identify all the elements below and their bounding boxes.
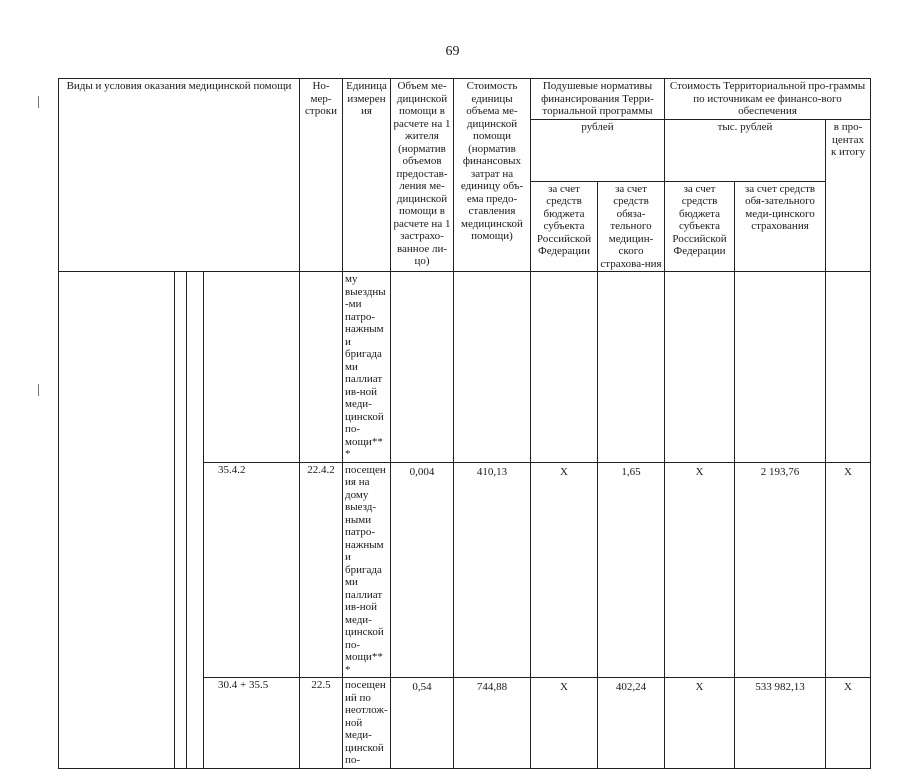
indent-cell [187,272,204,769]
header-thousand-rubles: тыс. рублей [665,120,826,182]
row-budget-per-capita [531,272,598,463]
row-percent: X [826,678,871,769]
row-unit-cost: 410,13 [454,462,531,678]
row-line-number: 22.5 [300,678,343,769]
row-oms-total: 2 193,76 [735,462,826,678]
header-oms-total: за счет средств обя-зательного меди-цинского страхования [735,181,826,272]
row-budget-per-capita: X [531,678,598,769]
header-budget-total: за счет средств бюджета субъекта Российской Федерации [665,181,735,272]
row-volume: 0,004 [391,462,454,678]
row-unit: посещений по неотлож-ной меди-цинской по- [343,678,391,769]
row-percent [826,272,871,463]
kinds-cell [59,272,175,769]
row-reference [204,272,300,463]
header-unit-cost: Стоимость единицы объема ме-дицинской помощи (норматив финансовых затрат на единицу объ-ема предо-ставления медицинской помощи) [454,79,531,272]
header-per-capita: Подушевые нормативы финансирования Терри-ториальной программы [531,79,665,120]
row-oms-total: 533 982,13 [735,678,826,769]
data-table [58,78,871,769]
header-row [59,79,871,120]
row-volume: 0,54 [391,678,454,769]
row-reference: 30.4 + 35.5 [204,678,300,769]
row-oms-per-capita: 1,65 [598,462,665,678]
table-row [59,272,871,463]
row-budget-total: X [665,678,735,769]
header-volume: Объем ме-дицинской помощи в расчете на 1 жителя (норматив объемов предостав-ления ме-дицинской помощи в расчете на 1 застрахо-ванное ли-цо) [391,79,454,272]
row-budget-total [665,272,735,463]
row-volume [391,272,454,463]
header-program-cost: Стоимость Территориальной про-граммы по источникам ее финансо-вого обеспечения [665,79,871,120]
header-row-number: Но-мер-строки [300,79,343,272]
header-percent: в про-центах к итогу [826,120,871,272]
header-kinds: Виды и условия оказания медицинской помощи [59,79,300,272]
header-oms-per-capita: за счет средств обяза-тельного медицин-ского страхова-ния [598,181,665,272]
row-unit-cost [454,272,531,463]
header-unit: Единица измерения [343,79,391,272]
row-line-number: 22.4.2 [300,462,343,678]
margin-mark [38,384,39,396]
row-budget-total: X [665,462,735,678]
row-oms-per-capita: 402,24 [598,678,665,769]
header-budget-per-capita: за счет средств бюджета субъекта Российской Федерации [531,181,598,272]
row-budget-per-capita: X [531,462,598,678]
row-reference: 35.4.2 [204,462,300,678]
row-unit: посещения на дому выезд-ными патро-нажными бригадами паллиатив-ной меди-цинской по-мощи*** [343,462,391,678]
row-oms-per-capita [598,272,665,463]
page-number: 69 [445,44,460,59]
header-rubles: рублей [531,120,665,182]
row-unit-cost: 744,88 [454,678,531,769]
row-percent: X [826,462,871,678]
margin-mark [38,96,39,108]
row-line-number [300,272,343,463]
row-oms-total [735,272,826,463]
indent-cell [175,272,187,769]
row-unit: му выездны-ми патро-нажными бригадами паллиатив-ной меди-цинской по-мощи*** [343,272,391,463]
